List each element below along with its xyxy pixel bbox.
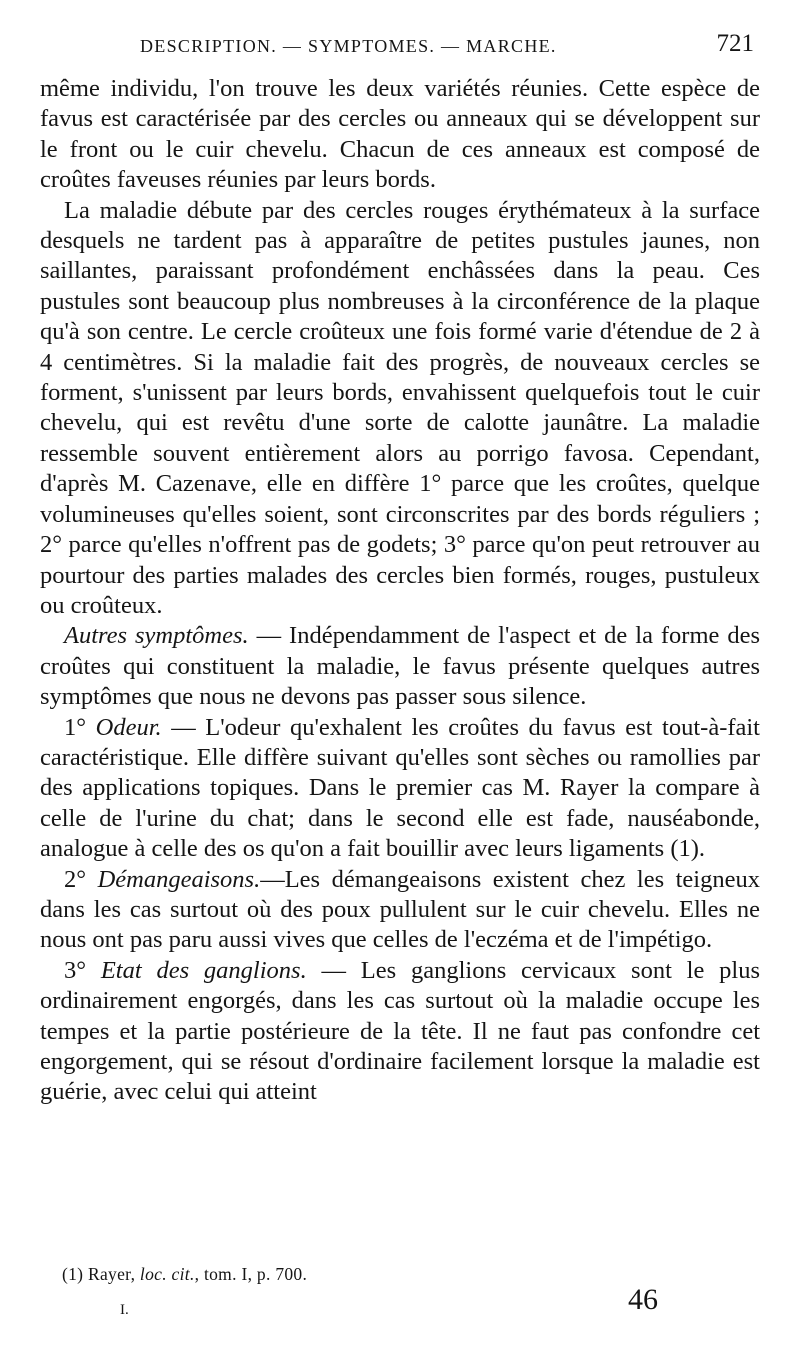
item-number: 3° <box>64 956 101 984</box>
paragraph-text: même individu, l'on trouve les deux variétés réunies. Cette espèce de favus est caractérisée par des cercles ou anneaux qui se développent sur le front ou le cuir chevelu. Chacun de ces anneaux est composé de croûtes faveuses réunies par leurs bords. <box>40 75 760 194</box>
footnote-italic: loc. cit. <box>139 1264 195 1284</box>
item-number: 2° <box>64 865 98 893</box>
paragraph-text: —Les démangeaisons existent chez les teigneux dans les cas surtout où des poux pullulent sur le cuir chevelu. Elles ne nous ont pas paru aussi vives que celles de l'eczéma et de l'impétigo. <box>40 865 760 954</box>
footnote-marker: (1) Rayer, <box>62 1264 140 1284</box>
body-text <box>40 74 760 1108</box>
signature-mark: I. <box>120 1302 129 1318</box>
paragraph-text: La maladie débute par des cercles rouges érythémateux à la surface desquels ne tardent pas à apparaître de petites pustules jaunes, non saillantes, paraissant profondément enchâssées dans la peau. Ces pustules sont beaucoup plus nombreuses à la circonférence de la plaque qu'à son centre. Le cercle croûteux une fois formé varie d'étendue de 2 à 4 centimètres. Si la maladie fait des progrès, de nouveaux cercles se forment, s'unissent par leurs bords, envahissent quelquefois tout le cuir chevelu, qui est revêtu d'une sorte de calotte jaunâtre. La maladie ressemble souvent entièrement alors au porrigo favosa. Cependant, d'après M. Cazenave, elle en diffère 1° parce que les croûtes, quelque volumineuses qu'elles soient, sont circonscrites par des bords réguliers ; 2° parce qu'elles n'offrent pas de godets; 3° parce qu'on peut retrouver au pourtour des parties malades des cercles bien formés, rouges, pustuleux ou croûteux. <box>40 196 760 619</box>
section-heading: Etat des ganglions. <box>100 956 307 984</box>
paragraph <box>40 74 760 196</box>
paragraph <box>40 196 760 622</box>
paragraph <box>40 713 760 865</box>
paragraph-text: — Les ganglions cervicaux sont le plus ordinairement engorgés, dans les cas surtout où la maladie occupe les tempes et la partie postérieure de la tête. Il ne faut pas confondre cet engorgement, qui se résout d'ordinaire facilement lorsque la maladie est guérie, avec celui qui atteint <box>40 956 760 1106</box>
page-number: 721 <box>716 30 754 57</box>
footnote <box>62 1264 307 1285</box>
sheet-number: 46 <box>628 1283 658 1316</box>
running-title: DESCRIPTION. — SYMPTOMES. — MARCHE. <box>140 36 557 56</box>
section-heading: Odeur. <box>95 713 162 741</box>
footnote-text: , tom. I, p. 700. <box>194 1264 308 1284</box>
section-heading: Autres symptômes. <box>64 622 249 650</box>
paragraph-text: — Indépendamment de l'aspect et de la forme des croûtes qui constituent la maladie, le favus présente quelques autres symptômes que nous ne devons pas passer sous silence. <box>40 622 761 711</box>
item-number: 1° <box>64 713 96 741</box>
running-head <box>40 28 760 74</box>
paragraph <box>40 621 760 712</box>
paragraph-text: — L'odeur qu'exhalent les croûtes du favus est tout-à-fait caractéristique. Elle diffère suivant qu'elles sont sèches ou ramollies par des applications topiques. Dans le premier cas M. Rayer la compare à celle de l'urine du chat; dans le second elle est fade, nauséabonde, analogue à celle des os qu'on a fait bouillir avec leurs ligaments (1). <box>40 713 760 863</box>
paragraph <box>40 956 760 1108</box>
section-heading: Démangeaisons. <box>97 865 261 893</box>
paragraph <box>40 865 760 956</box>
